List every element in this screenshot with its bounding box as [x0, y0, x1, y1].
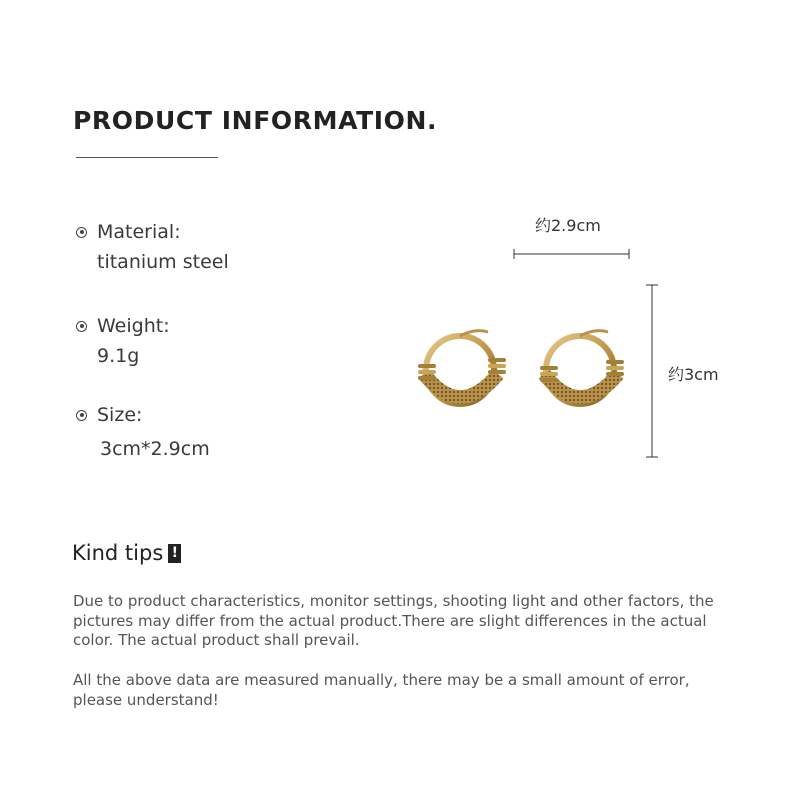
page-title: PRODUCT INFORMATION.: [73, 106, 438, 135]
width-dimension-label: 约2.9cm: [535, 216, 601, 235]
bullet-icon: [76, 321, 87, 332]
width-dimension-line: [510, 246, 634, 262]
disclaimer-paragraph: Due to product characteristics, monitor settings, shooting light and other factors, the pictures may differ from the actual product.There are slight differences in the actual color. The actual product shall prevail.: [73, 592, 714, 649]
height-dimension-line: [643, 282, 661, 462]
right-earring: [540, 331, 624, 404]
measurement-note-paragraph: All the above data are measured manually, there may be a small amount of error, please understand!: [73, 671, 690, 709]
spec-size-label: Size:: [97, 404, 143, 426]
spec-material: [76, 219, 229, 275]
left-earring: [418, 331, 506, 404]
spec-material-value: titanium steel: [97, 251, 229, 273]
bullet-icon: [76, 410, 87, 421]
spec-weight: [76, 313, 170, 369]
spec-weight-label: Weight:: [97, 315, 170, 337]
height-dimension-label: 约3cm: [668, 365, 719, 384]
spec-weight-value: 9.1g: [97, 345, 140, 367]
exclamation-icon: !: [168, 544, 181, 563]
bullet-icon: [76, 227, 87, 238]
kind-tips-heading: [72, 541, 181, 565]
spec-material-label: Material:: [97, 221, 181, 243]
hoop-earrings-image: [400, 270, 640, 430]
spec-size: [76, 402, 210, 462]
kind-tips-title: Kind tips: [72, 541, 164, 565]
title-underline: [76, 157, 218, 158]
spec-size-value: 3cm*2.9cm: [100, 438, 210, 460]
